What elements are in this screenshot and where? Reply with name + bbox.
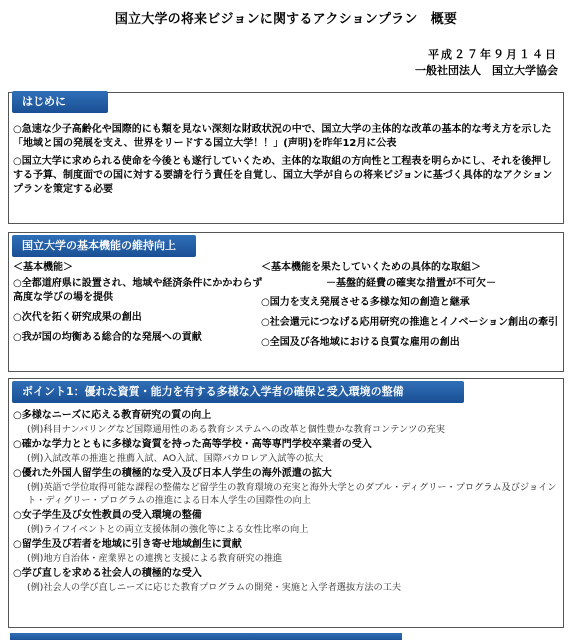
concrete-actions-note: －基盤的経費の確実な措置が不可欠－ [326,278,496,289]
point1-item-title: ○留学生及び若者を地域に引き寄せ地域創生に貢献 [13,539,242,550]
point1-item [13,509,561,536]
point1-item-example: (例)科目ナンバリングなど国際通用性のある教育システムへの改革と個性豊かな教育コンテンツの充実 [27,424,445,435]
intro-heading: はじめに [12,91,108,113]
point1-item-title: ○多様なニーズに応える教育研究の質の向上 [13,410,212,421]
basic-function-item: ○全都道府県に設置され、地域や経済条件にかかわらず高度な学びの場を提供 [13,278,263,303]
intro-bullet: ○急速な少子高齢化や国際的にも類を見ない深刻な財政状況の中で、国立大学の主体的な改革の基本的な考え方を示した「地域と国の発展を支え、世界をリードする国立大学！！」(声明)を昨年12月に公表 [13,124,552,149]
organization-name: 一般社団法人 国立大学協会 [415,64,558,77]
document-date: 平成２７年９月１４日 [428,48,558,61]
point1-item-title: ○優れた外国人留学生の積極的な受入及び日本人学生の海外派遣の拡大 [13,468,332,479]
point1-item-example: (例)地方自治体・産業界との連携と支援による教育研究の推進 [27,553,283,564]
basic-function-section [8,232,564,372]
point1-body [13,409,561,596]
next-section-heading-bar [10,633,402,640]
point1-item [13,409,561,436]
point1-item-example: (例)英語で学位取得可能な課程の整備など留学生の教育環境の充実と海外大学とのダブル・ディグリー・プログラム及びジョイント・ディグリー・プログラムの推進による日本人学生の国際性の向上 [27,482,557,506]
point1-item [13,538,561,565]
intro-section [8,92,564,224]
basic-function-item: ○我が国の均衡ある総合的な発展への貢献 [13,332,202,343]
point1-item [13,467,561,507]
point1-item-title: ○女子学生及び女性教員の受入環境の整備 [13,510,202,521]
point1-section [8,378,564,628]
point1-item [13,438,561,465]
point1-item-example: (例)ライフイベントとの両立支援体制の強化等による女性比率の向上 [27,524,309,535]
intro-bullet: ○国立大学に求められる使命を今後とも遂行していくため、主体的な取組の方向性と工程表を明らかにし、それを後押しする予算、制度面での国に対する要請を行う責任を自覚し、国立大学が自らの将来ビジョンに基づく具体的なアクションプランを策定する必要 [13,156,553,195]
basic-function-heading: 国立大学の基本機能の維持向上 [12,235,196,257]
point1-item-example: (例)社会人の学び直しニーズに応じた教育プログラムの開発・実施と入学者選抜方法の工夫 [27,582,402,593]
concrete-action-item: ○国力を支え発展させる多様な知の創造と継承 [261,297,470,308]
concrete-actions-column [261,261,561,356]
point1-item-example: (例)入試改革の推進と推薦入試、AO入試、国際バカロレア入試等の拡大 [27,453,324,464]
concrete-action-item: ○全国及び各地域における良質な雇用の創出 [261,337,460,348]
page-title: 国立大学の将来ビジョンに関するアクションプラン 概要 [114,12,458,27]
basic-function-left-column [13,261,263,351]
point1-item-title: ○確かな学力とともに多様な資質を持った高等学校・高等専門学校卒業者の受入 [13,439,372,450]
basic-function-subheading: ＜基本機能＞ [13,262,73,273]
intro-body [13,123,561,201]
basic-function-item: ○次代を拓く研究成果の創出 [13,312,142,323]
point1-item [13,567,561,594]
point1-heading: ポイント1：優れた資質・能力を有する多様な入学者の確保と受入環境の整備 [12,381,464,403]
concrete-actions-subheading: ＜基本機能を果たしていくための具体的な取組＞ [261,262,481,273]
point1-item-title: ○学び直しを求める社会人の積極的な受入 [13,568,202,579]
concrete-action-item: ○社会還元につなげる応用研究の推進とイノベーション創出の牽引 [261,317,559,328]
